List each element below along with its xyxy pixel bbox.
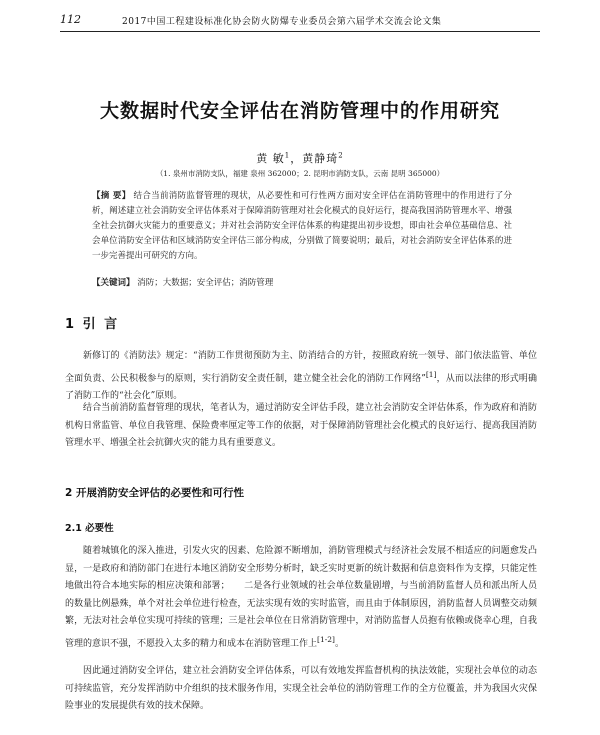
page-number: 112: [60, 13, 81, 26]
section-heading-introduction: 1 引 言: [65, 317, 120, 332]
abstract: [92, 189, 512, 264]
paragraph-text: 随着城镇化的深入推进，引发火灾的因素、危险源不断增加，消防管理模式与经济社会发展不相适应的问题愈发凸显，一是政府和消防部门在进行本地区消防安全形势分析时，缺乏实时更新的统计数据和信息资料作为支撑，只能定性地做出符合本地实际的相应决策和部署；: [65, 546, 537, 592]
body-paragraph: [65, 543, 537, 654]
citation-ref: [1]: [425, 369, 437, 379]
keywords: [92, 276, 512, 291]
abstract-text: 结合当前消防监督管理的现状，从必要性和可行性两方面对安全评估在消防管理中的作用进行了分析，阐述建立社会消防安全评估体系对于保障消防管理对社会化模式的良好运行，提高我国消防管理水平、增强全社会抗御火灾能力的重要意义；并对社会消防安全评估体系的构建提出初步设想，即由社会单位基础信息、社会单位消防安全评估和区域消防安全评估三部分构成，分别做了简要说明；最后，对社会消防安全评估体系的进一步完善提出可研究的方向。: [92, 191, 512, 261]
section-heading-necessity-feasibility: 2 开展消防安全评估的必要性和可行性: [65, 487, 244, 499]
subsection-heading-necessity: 2.1 必要性: [65, 523, 114, 534]
abstract-label: 【摘 要】: [92, 191, 131, 201]
keywords-text: 消防；大数据；安全评估；消防管理: [137, 278, 274, 288]
body-paragraph: [65, 348, 537, 406]
author-affiliation-mark: 2: [338, 151, 344, 160]
paragraph-text: ，从而以法律的形式明确了消防工作的“社会化”原则。: [65, 373, 537, 402]
body-paragraph: 结合当前消防监督管理的现状，笔者认为，通过消防安全评估手段，建立社会消防安全评估体系，作为政府和消防机构日常监管、单位自我管理、保险费率厘定等工作的依据，对于保障消防管理社会化模式的良好运行、提高我国消防管理水平、增强全社会抗御火灾的能力具有重要意义。: [65, 403, 537, 449]
paragraph-text: 二是各行业领域的社会单位数量剧增，与当前消防监督人员和派出所人员的数量比例悬殊，单个对社会单位进行检查，无法实现有效的实时监管，而且由于体制原因，消防监督人员调整交动频繁，无法对社会单位实现可持续的管理；三是社会单位在日常消防管理中，对消防监督人员抱有依赖或侥幸心理，自我管理的意识不强，不愿投入太多的精力和成本在消防管理工作上: [65, 581, 537, 649]
author-list: 黄 敏$^1$，黄静琦$^2$: [256, 151, 344, 165]
paragraph-text: 。: [334, 638, 344, 649]
journal-title: 2017中国工程建设标准化协会防火防爆专业委员会第六届学术交流会论文集: [122, 17, 442, 27]
author-affiliation-mark: 1: [284, 151, 291, 160]
author-affiliations: （1. 泉州市消防支队，福建 泉州 362000；2. 昆明市消防支队，云南 昆明 365000）: [155, 169, 445, 178]
author-name: 黄静琦: [302, 152, 339, 165]
body-paragraph: 因此通过消防安全评估，建立社会消防安全评估体系，可以有效地发挥监督机构的执法效能，实现社会单位的动态可持续监管，充分发挥消防中介组织的技术服务作用，实现全社会单位的消防管理工作的全方位覆盖，并为我国火灾保险事业的发展提供有效的技术保障。: [65, 666, 537, 712]
article-title: 大数据时代安全评估在消防管理中的作用研究: [99, 100, 500, 122]
citation-ref: [1-2]: [317, 634, 335, 644]
keywords-label: 【关键词】: [92, 278, 135, 288]
paragraph-text: 新修订的《消防法》规定：“消防工作贯彻预防为主、防消结合的方针，按照政府统一领导、部门依法监管、单位全面负责、公民积极参与的原则，实行消防安全责任制，建立健全社会化的消防工作网络”: [65, 351, 537, 384]
running-header: [60, 13, 540, 32]
author-name: 黄 敏: [256, 152, 285, 165]
